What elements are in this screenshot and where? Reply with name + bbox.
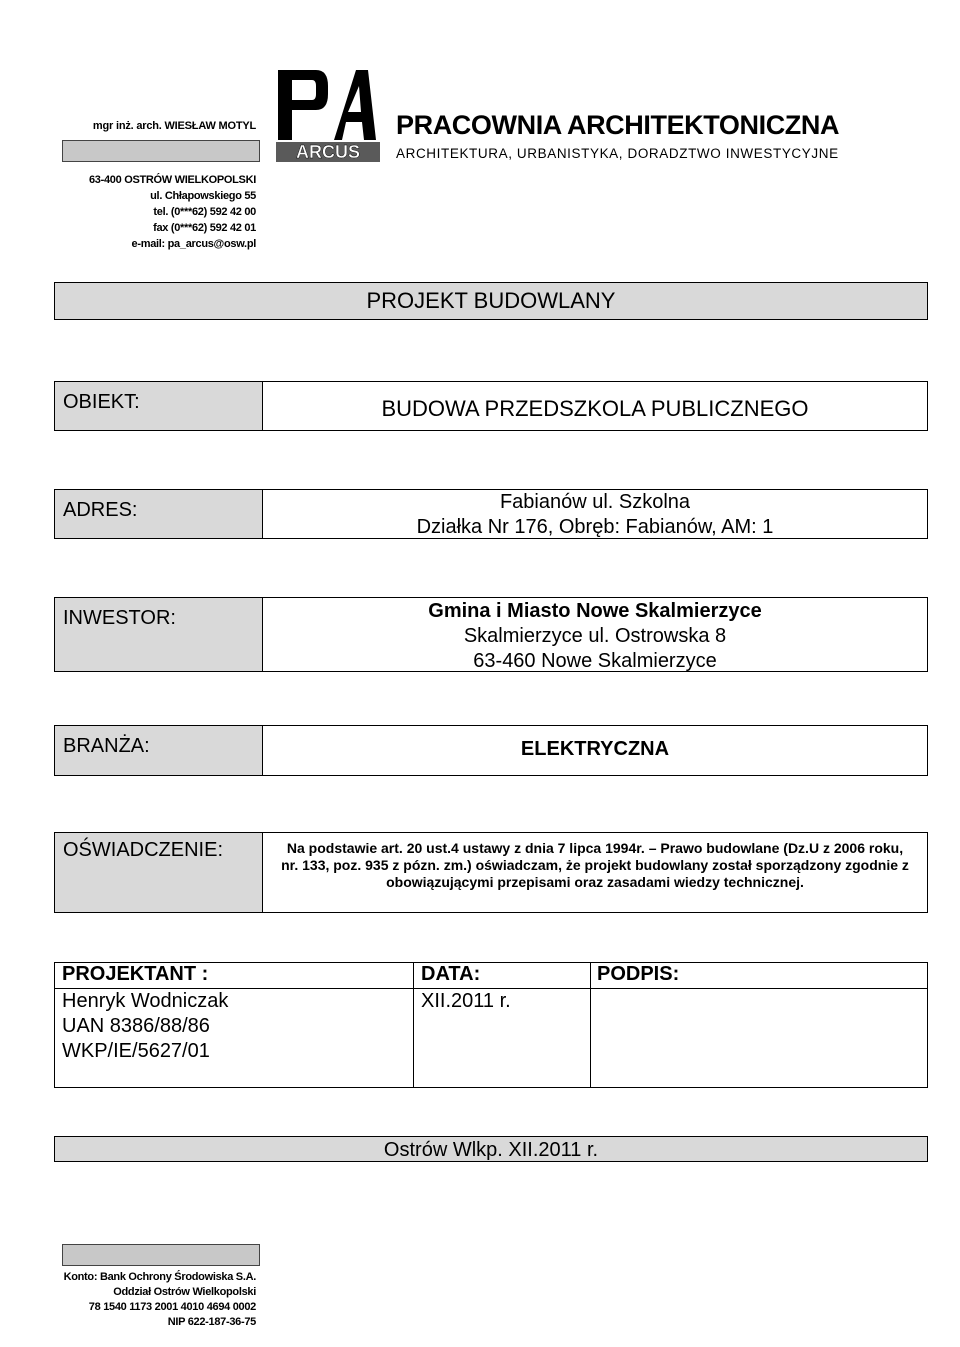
obiekt-label: OBIEKT: (55, 382, 263, 430)
contact-street: ul. Chłapowskiego 55 (150, 190, 256, 202)
table-column-divider (590, 963, 591, 1087)
contact-fax: fax (0***62) 592 42 01 (153, 222, 256, 234)
adres-label: ADRES: (55, 490, 263, 538)
pa-arcus-logo (276, 66, 380, 164)
bank-block (60, 1270, 256, 1330)
branza-value: ELEKTRYCZNA (520, 738, 670, 760)
inwestor-row (54, 597, 928, 672)
podpis-header: PODPIS: (597, 963, 680, 985)
contact-city: 63-400 OSTRÓW WIELKOPOLSKI (88, 174, 256, 186)
contact-phone: tel. (0***62) 592 42 00 (153, 206, 256, 218)
adres-row (54, 489, 928, 539)
bank-branch: Oddział Ostrów Wielkopolski (113, 1286, 256, 1298)
inwestor-line-1: Gmina i Miasto Nowe Skalmierzyce (428, 600, 762, 622)
projektant-name: Henryk Wodniczak (62, 990, 229, 1012)
bank-account-number: 78 1540 1173 2001 4010 4694 0002 (88, 1301, 256, 1313)
branza-label: BRANŻA: (55, 726, 263, 775)
projekt-date: XII.2011 r. (421, 990, 511, 1012)
projektant-table (54, 962, 928, 1088)
adres-value (263, 490, 927, 538)
inwestor-line-2: Skalmierzyce ul. Ostrowska 8 (463, 625, 727, 647)
inwestor-line-3: 63-460 Nowe Skalmierzyce (473, 650, 717, 672)
adres-line-2: Działka Nr 176, Obręb: Fabianów, AM: 1 (416, 516, 774, 538)
projektant-wkp: WKP/IE/5627/01 (62, 1040, 210, 1062)
firm-name: PRACOWNIA ARCHITEKTONICZNA (396, 110, 840, 140)
inwestor-label: INWESTOR: (55, 598, 263, 671)
place-date: Ostrów Wlkp. XII.2011 r. (54, 1136, 928, 1162)
bank-account-label: Konto: Bank Ochrony Środowiska S.A. (63, 1271, 256, 1283)
contact-email: e-mail: pa_arcus@osw.pl (131, 238, 256, 250)
projektant-uan: UAN 8386/88/86 (62, 1015, 210, 1037)
header-grey-bar (62, 140, 260, 162)
author-name: mgr inż. arch. WIESŁAW MOTYL (92, 120, 256, 132)
branza-row (54, 725, 928, 776)
projektant-details (62, 989, 228, 1064)
table-divider (590, 988, 927, 989)
logo-text: ARCUS (295, 142, 361, 162)
projektant-header: PROJEKTANT : (62, 963, 209, 985)
bank-nip: NIP 622-187-36-75 (167, 1316, 256, 1328)
document-title: PROJEKT BUDOWLANY (54, 282, 928, 320)
data-header: DATA: (421, 963, 481, 985)
adres-line-1: Fabianów ul. Szkolna (499, 491, 691, 513)
table-column-divider (413, 963, 414, 1087)
footer-grey-bar (62, 1244, 260, 1266)
oswiadczenie-text: Na podstawie art. 20 ust.4 ustawy z dnia 7 lipca 1994r. – Prawo budowlane (Dz.U z 2006 roku, nr. 133, poz. 935 z pózn. zm.) oświadczam, że projekt budowlany został sporządzony zgodnie z obowiązującymi przepisami oraz zasadami wiedzy technicznej. (281, 840, 909, 890)
inwestor-value (263, 598, 927, 671)
obiekt-row (54, 381, 928, 431)
obiekt-value: BUDOWA PRZEDSZKOLA PUBLICZNEGO (381, 396, 809, 421)
oswiadczenie-label: OŚWIADCZENIE: (55, 833, 263, 912)
contact-block (60, 172, 256, 252)
firm-subtitle: ARCHITEKTURA, URBANISTYKA, DORADZTWO INWESTYCYJNE (396, 146, 839, 161)
oswiadczenie-row (54, 832, 928, 913)
